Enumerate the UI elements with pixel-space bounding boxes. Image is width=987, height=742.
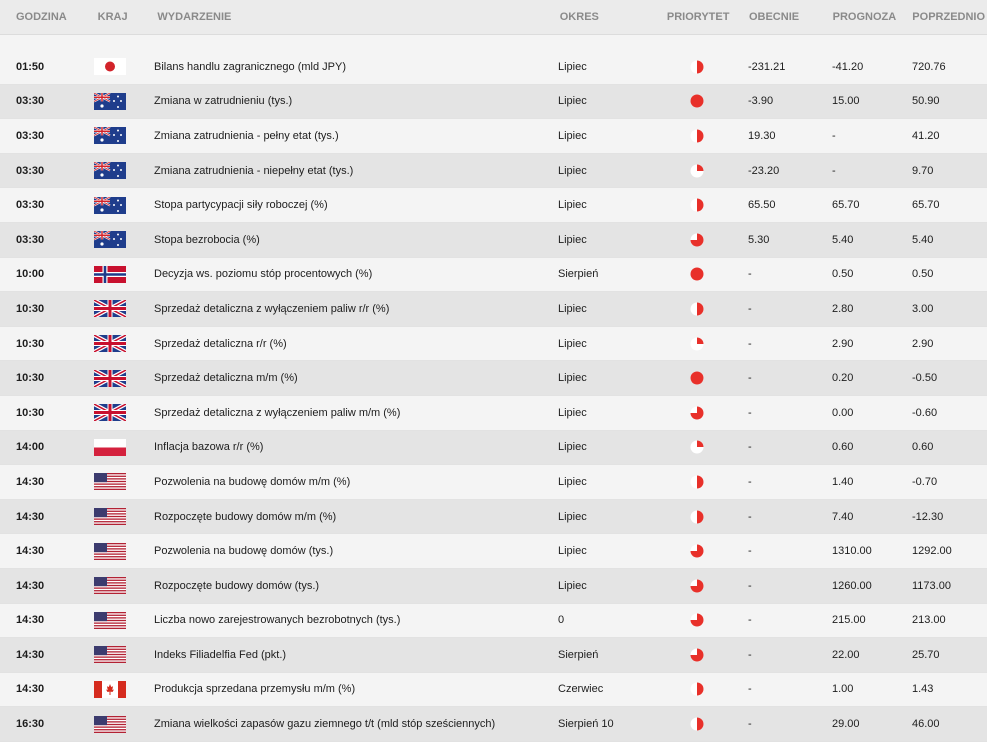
event-time: 03:30 [16, 129, 45, 142]
event-time: 14:30 [16, 614, 45, 627]
previous-value: 9.70 [912, 164, 934, 177]
previous-value: 1.43 [912, 683, 934, 696]
previous-value: 0.50 [912, 268, 934, 281]
event-time: 10:30 [16, 302, 45, 315]
event-time: 01:50 [16, 60, 45, 73]
forecast-value: -41.20 [832, 60, 864, 73]
forecast-value: 2.90 [832, 337, 854, 350]
event-period: Lipiec [558, 302, 587, 315]
priority-icon [646, 717, 748, 731]
current-value: - [748, 372, 752, 385]
priority-icon [646, 94, 748, 108]
event-period: Lipiec [558, 233, 587, 246]
priority-icon [646, 267, 748, 281]
current-value: - [748, 302, 752, 315]
usa-flag [94, 577, 154, 594]
previous-value: 720.76 [912, 60, 946, 73]
priority-icon [646, 579, 748, 593]
event-time: 14:30 [16, 545, 45, 558]
event-name: Liczba nowo zarejestrowanych bezrobotnych (tys.) [154, 614, 401, 627]
current-value: - [748, 510, 752, 523]
priority-icon [646, 337, 748, 351]
usa-flag [94, 716, 154, 733]
event-name: Bilans handlu zagranicznego (mld JPY) [154, 60, 346, 73]
australia-flag [94, 197, 154, 214]
table-row[interactable] [0, 361, 987, 396]
australia-flag [94, 127, 154, 144]
current-value: - [748, 475, 752, 488]
usa-flag [94, 543, 154, 560]
event-name: Zmiana wielkości zapasów gazu ziemnego t/t (mld stóp sześciennych) [154, 718, 496, 731]
event-time: 14:00 [16, 441, 45, 454]
event-time: 03:30 [16, 95, 45, 108]
table-row[interactable] [0, 50, 987, 85]
priority-icon [646, 613, 748, 627]
priority-icon [646, 198, 748, 212]
event-name: Zmiana w zatrudnieniu (tys.) [154, 95, 293, 108]
event-time: 14:30 [16, 683, 45, 696]
event-period: Lipiec [558, 199, 587, 212]
event-name: Sprzedaż detaliczna z wyłączeniem paliw r/r (%) [154, 302, 390, 315]
priority-icon [646, 544, 748, 558]
header-period[interactable]: OKRES [559, 11, 599, 23]
priority-icon [646, 233, 748, 247]
header-time[interactable]: GODZINA [16, 11, 67, 23]
header-priority[interactable]: PRIORYTET [666, 11, 730, 23]
previous-value: 213.00 [912, 614, 946, 627]
event-name: Stopa bezrobocia (%) [154, 233, 260, 246]
event-period: Sierpień [558, 648, 599, 661]
priority-icon [646, 129, 748, 143]
event-name: Inflacja bazowa r/r (%) [154, 441, 264, 454]
forecast-value: 1310.00 [832, 545, 872, 558]
event-time: 10:30 [16, 337, 45, 350]
forecast-value: 22.00 [832, 648, 860, 661]
current-value: -3.90 [748, 95, 774, 108]
current-value: - [748, 614, 752, 627]
event-time: 10:30 [16, 406, 45, 419]
priority-icon [646, 302, 748, 316]
previous-value: 3.00 [912, 302, 934, 315]
table-row[interactable] [0, 327, 987, 362]
current-value: - [748, 683, 752, 696]
event-period: Lipiec [558, 164, 587, 177]
event-period: Lipiec [558, 337, 587, 350]
event-name: Sprzedaż detaliczna r/r (%) [154, 337, 287, 350]
event-time: 10:00 [16, 268, 45, 281]
previous-value: 50.90 [912, 95, 940, 108]
current-value: 19.30 [748, 129, 776, 142]
table-row[interactable] [0, 154, 987, 189]
event-period: Sierpień 10 [558, 718, 614, 731]
priority-icon [646, 371, 748, 385]
australia-flag [94, 93, 154, 110]
table-row[interactable] [0, 500, 987, 535]
previous-value: 65.70 [912, 199, 940, 212]
event-name: Decyzja ws. poziomu stóp procentowych (%) [154, 268, 373, 281]
priority-icon [646, 164, 748, 178]
event-name: Produkcja sprzedana przemysłu m/m (%) [154, 683, 356, 696]
japan-flag [94, 58, 154, 75]
table-row[interactable] [0, 638, 987, 673]
event-period: Lipiec [558, 406, 587, 419]
forecast-value: - [832, 164, 836, 177]
event-time: 10:30 [16, 372, 45, 385]
current-value: 5.30 [748, 233, 770, 246]
event-period: 0 [558, 614, 565, 627]
event-time: 03:30 [16, 164, 45, 177]
uk-flag [94, 370, 154, 387]
priority-icon [646, 648, 748, 662]
table-row[interactable] [0, 292, 987, 327]
event-time: 03:30 [16, 233, 45, 246]
table-row[interactable] [0, 673, 987, 708]
header-country[interactable]: KRAJ [97, 11, 128, 23]
event-name: Zmiana zatrudnienia - niepełny etat (tys.) [154, 164, 354, 177]
uk-flag [94, 300, 154, 317]
event-period: Lipiec [558, 579, 587, 592]
forecast-value: 15.00 [832, 95, 860, 108]
usa-flag [94, 508, 154, 525]
table-header [0, 0, 987, 35]
previous-value: 0.60 [912, 441, 934, 454]
current-value: - [748, 648, 752, 661]
header-previous[interactable]: POPRZEDNIO [912, 11, 986, 23]
forecast-value: - [832, 129, 836, 142]
event-name: Pozwolenia na budowę domów (tys.) [154, 545, 334, 558]
table-row[interactable] [0, 707, 987, 742]
forecast-value: 0.50 [832, 268, 854, 281]
table-row[interactable] [0, 85, 987, 120]
header-event[interactable]: WYDARZENIE [157, 11, 232, 23]
event-time: 14:30 [16, 475, 45, 488]
event-period: Lipiec [558, 441, 587, 454]
previous-value: -0.50 [912, 372, 938, 385]
event-period: Lipiec [558, 60, 587, 73]
current-value: -231.21 [748, 60, 786, 73]
header-spacer [0, 35, 987, 50]
norway-flag [94, 266, 154, 283]
priority-icon [646, 510, 748, 524]
current-value: - [748, 545, 752, 558]
priority-icon [646, 440, 748, 454]
previous-value: 1173.00 [912, 579, 951, 592]
forecast-value: 29.00 [832, 718, 860, 731]
table-row[interactable] [0, 396, 987, 431]
previous-value: -0.70 [912, 475, 938, 488]
forecast-value: 7.40 [832, 510, 854, 523]
table-row[interactable] [0, 431, 987, 466]
current-value: - [748, 579, 752, 592]
event-time: 16:30 [16, 718, 45, 731]
forecast-value: 1.40 [832, 475, 854, 488]
forecast-value: 1260.00 [832, 579, 872, 592]
event-name: Rozpoczęte budowy domów m/m (%) [154, 510, 337, 523]
uk-flag [94, 404, 154, 421]
australia-flag [94, 162, 154, 179]
forecast-value: 215.00 [832, 614, 866, 627]
current-value: 65.50 [748, 199, 776, 212]
table-row[interactable] [0, 188, 987, 223]
event-period: Lipiec [558, 372, 587, 385]
event-time: 14:30 [16, 648, 45, 661]
forecast-value: 0.20 [832, 372, 854, 385]
uk-flag [94, 335, 154, 352]
forecast-value: 5.40 [832, 233, 854, 246]
priority-icon [646, 682, 748, 696]
event-time: 14:30 [16, 579, 45, 592]
usa-flag [94, 612, 154, 629]
previous-value: -0.60 [912, 406, 938, 419]
table-row[interactable] [0, 465, 987, 500]
table-row[interactable] [0, 223, 987, 258]
previous-value: 5.40 [912, 233, 934, 246]
current-value: - [748, 441, 752, 454]
forecast-value: 1.00 [832, 683, 854, 696]
event-period: Lipiec [558, 129, 587, 142]
previous-value: 46.00 [912, 718, 940, 731]
previous-value: 1292.00 [912, 545, 952, 558]
table-body [0, 50, 987, 742]
table-row[interactable] [0, 604, 987, 639]
table-row[interactable] [0, 258, 987, 293]
event-name: Indeks Filiadelfia Fed (pkt.) [154, 648, 287, 661]
event-name: Zmiana zatrudnienia - pełny etat (tys.) [154, 129, 339, 142]
previous-value: 2.90 [912, 337, 934, 350]
poland-flag [94, 439, 154, 456]
current-value: - [748, 718, 752, 731]
priority-icon [646, 406, 748, 420]
usa-flag [94, 646, 154, 663]
forecast-value: 0.60 [832, 441, 854, 454]
australia-flag [94, 231, 154, 248]
previous-value: 25.70 [912, 648, 940, 661]
previous-value: 41.20 [912, 129, 940, 142]
current-value: - [748, 406, 752, 419]
event-name: Rozpoczęte budowy domów (tys.) [154, 579, 320, 592]
current-value: - [748, 337, 752, 350]
priority-icon [646, 60, 748, 74]
canada-flag [94, 681, 154, 698]
table-row[interactable] [0, 569, 987, 604]
event-period: Lipiec [558, 475, 587, 488]
header-current[interactable]: OBECNIE [748, 11, 800, 23]
forecast-value: 2.80 [832, 302, 854, 315]
header-forecast[interactable]: PROGNOZA [832, 11, 897, 23]
forecast-value: 65.70 [832, 199, 860, 212]
event-period: Lipiec [558, 545, 587, 558]
usa-flag [94, 473, 154, 490]
event-name: Sprzedaż detaliczna m/m (%) [154, 372, 298, 385]
event-name: Stopa partycypacji siły roboczej (%) [154, 199, 328, 212]
event-period: Czerwiec [558, 683, 604, 696]
forecast-value: 0.00 [832, 406, 854, 419]
event-period: Lipiec [558, 95, 587, 108]
event-name: Sprzedaż detaliczna z wyłączeniem paliw m/m (%) [154, 406, 401, 419]
event-name: Pozwolenia na budowę domów m/m (%) [154, 475, 351, 488]
event-time: 14:30 [16, 510, 45, 523]
current-value: -23.20 [748, 164, 780, 177]
priority-icon [646, 475, 748, 489]
table-row[interactable] [0, 534, 987, 569]
event-period: Sierpień [558, 268, 599, 281]
previous-value: -12.30 [912, 510, 944, 523]
current-value: - [748, 268, 752, 281]
event-time: 03:30 [16, 199, 45, 212]
event-period: Lipiec [558, 510, 587, 523]
table-row[interactable] [0, 119, 987, 154]
